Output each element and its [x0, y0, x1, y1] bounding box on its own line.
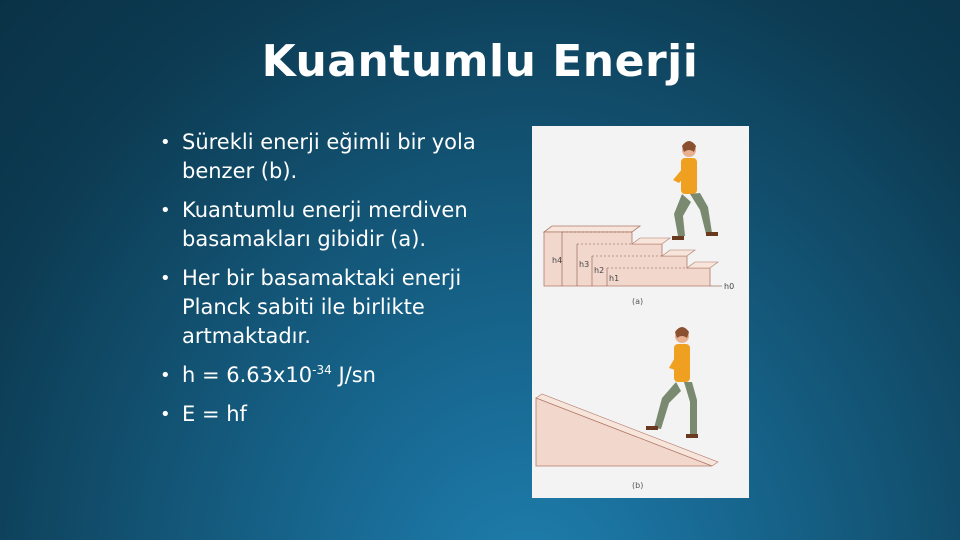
- stairs-ramp-figure: [532, 126, 749, 498]
- planck-formula: [182, 363, 376, 387]
- ramp-illustration: [536, 327, 718, 466]
- bullet-glyph: •: [160, 404, 171, 425]
- staircase-illustration: [544, 141, 722, 286]
- label-b: (b): [632, 481, 644, 490]
- formula-exponent: -34: [312, 363, 332, 377]
- bullet-text: E = hf: [182, 402, 247, 426]
- height-label-h0: h0: [724, 282, 735, 291]
- slide-title: Kuantumlu Enerji: [261, 36, 699, 87]
- bullet-item: [160, 400, 520, 429]
- bullet-item: [160, 361, 520, 390]
- bullet-text: Sürekli enerji eğimli bir yola benzer (b).: [182, 130, 476, 183]
- person-on-stairs: [672, 141, 718, 240]
- height-label-h2: h2: [594, 266, 605, 275]
- height-label-h4: h4: [552, 256, 563, 265]
- formula-base: h = 6.63x10: [182, 363, 313, 387]
- height-label-h1: h1: [609, 274, 620, 283]
- figure-illustration: [532, 126, 749, 498]
- ramp-side: [536, 398, 712, 466]
- bullet-glyph: •: [160, 200, 171, 221]
- bullet-item: [160, 196, 520, 254]
- bullet-glyph: •: [160, 132, 171, 153]
- formula-unit: J/sn: [331, 363, 376, 387]
- bullet-glyph: •: [160, 268, 171, 289]
- bullet-list: [160, 128, 520, 439]
- bullet-glyph: •: [160, 365, 171, 386]
- label-a: (a): [632, 297, 644, 306]
- staircase-side: [544, 232, 710, 286]
- bullet-item: [160, 128, 520, 186]
- bullet-text: Kuantumlu enerji merdiven basamakları gibidir (a).: [182, 198, 468, 251]
- person-on-ramp: [646, 327, 698, 438]
- height-label-h3: h3: [579, 260, 590, 269]
- bullet-text: Her bir basamaktaki enerji Planck sabiti ile birlikte artmaktadır.: [182, 266, 462, 348]
- bullet-item: [160, 264, 520, 351]
